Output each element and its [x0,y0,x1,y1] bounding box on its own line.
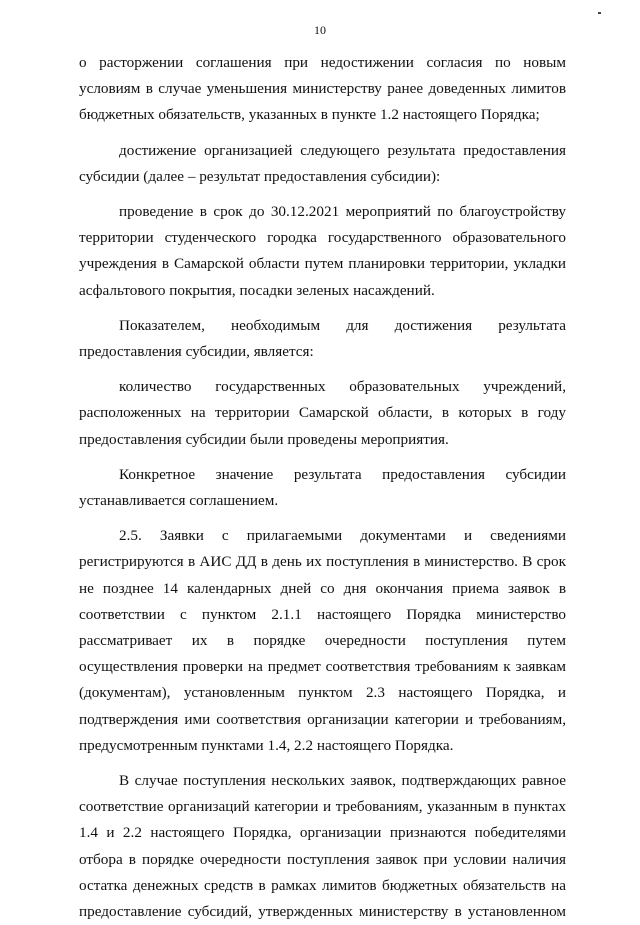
scan-mark [598,12,601,14]
paragraph-section-2-5: 2.5. Заявки с прилагаемыми документами и сведениями регистрируются в АИС ДД в день их поступления в министерство. В срок не позднее 14 календарных дней со дня окончания приема заявок в соответствии с пунктом 2.1.1 настоящего Порядка министерство рассматривает их в порядке очередности поступления путем осуществления проверки на предмет соответствия требованиям к заявкам (документам), установленным пунктом 2.3 настоящего Порядка, и подтверждения ими соответствия организации категории и требованиям, предусмотренным пунктами 1.4, 2.2 настоящего Порядка. [79,527,566,754]
paragraph-indicator-value: количество государственных образовательных учреждений, расположенных на территории Самарской области, в которых в году предоставления субсидии были проведены мероприятия. [79,378,566,448]
document-body [79,50,566,925]
page-number: 10 [314,23,326,37]
paragraph-multiple-applications: В случае поступления нескольких заявок, подтверждающих равное соответствие организаций категории и требованиям, указанным в пунктах 1.4 и 2.2 настоящего Порядка, организации признаются победителями отбора в порядке очередности поступления заявок при условии наличия остатка денежных средств в рамках лимитов бюджетных обязательств на предоставление субсидий, утвержденных министерству в установленном [79,772,566,921]
paragraph-result-description: проведение в срок до 30.12.2021 мероприятий по благоустройству территории студенческого городка государственного образовательного учреждения в Самарской области путем планировки территории, укладки асфальтового покрытия, посадки зеленых насаждений. [79,203,566,299]
paragraph-specific-value: Конкретное значение результата предоставления субсидии устанавливается соглашением. [79,465,566,510]
paragraph-result-definition: достижение организацией следующего результата предоставления субсидии (далее – результат предоставления субсидии): [79,141,566,185]
paragraph-indicator-intro: Показателем, необходимым для достижения результата предоставления субсидии, является: [79,316,566,361]
paragraph-termination-clause: о расторжении соглашения при недостижении согласия по новым условиям в случае уменьшения министерству ранее доведенных лимитов бюджетных обязательств, указанных в пункте 1.2 настоящего Порядка; [79,54,566,124]
